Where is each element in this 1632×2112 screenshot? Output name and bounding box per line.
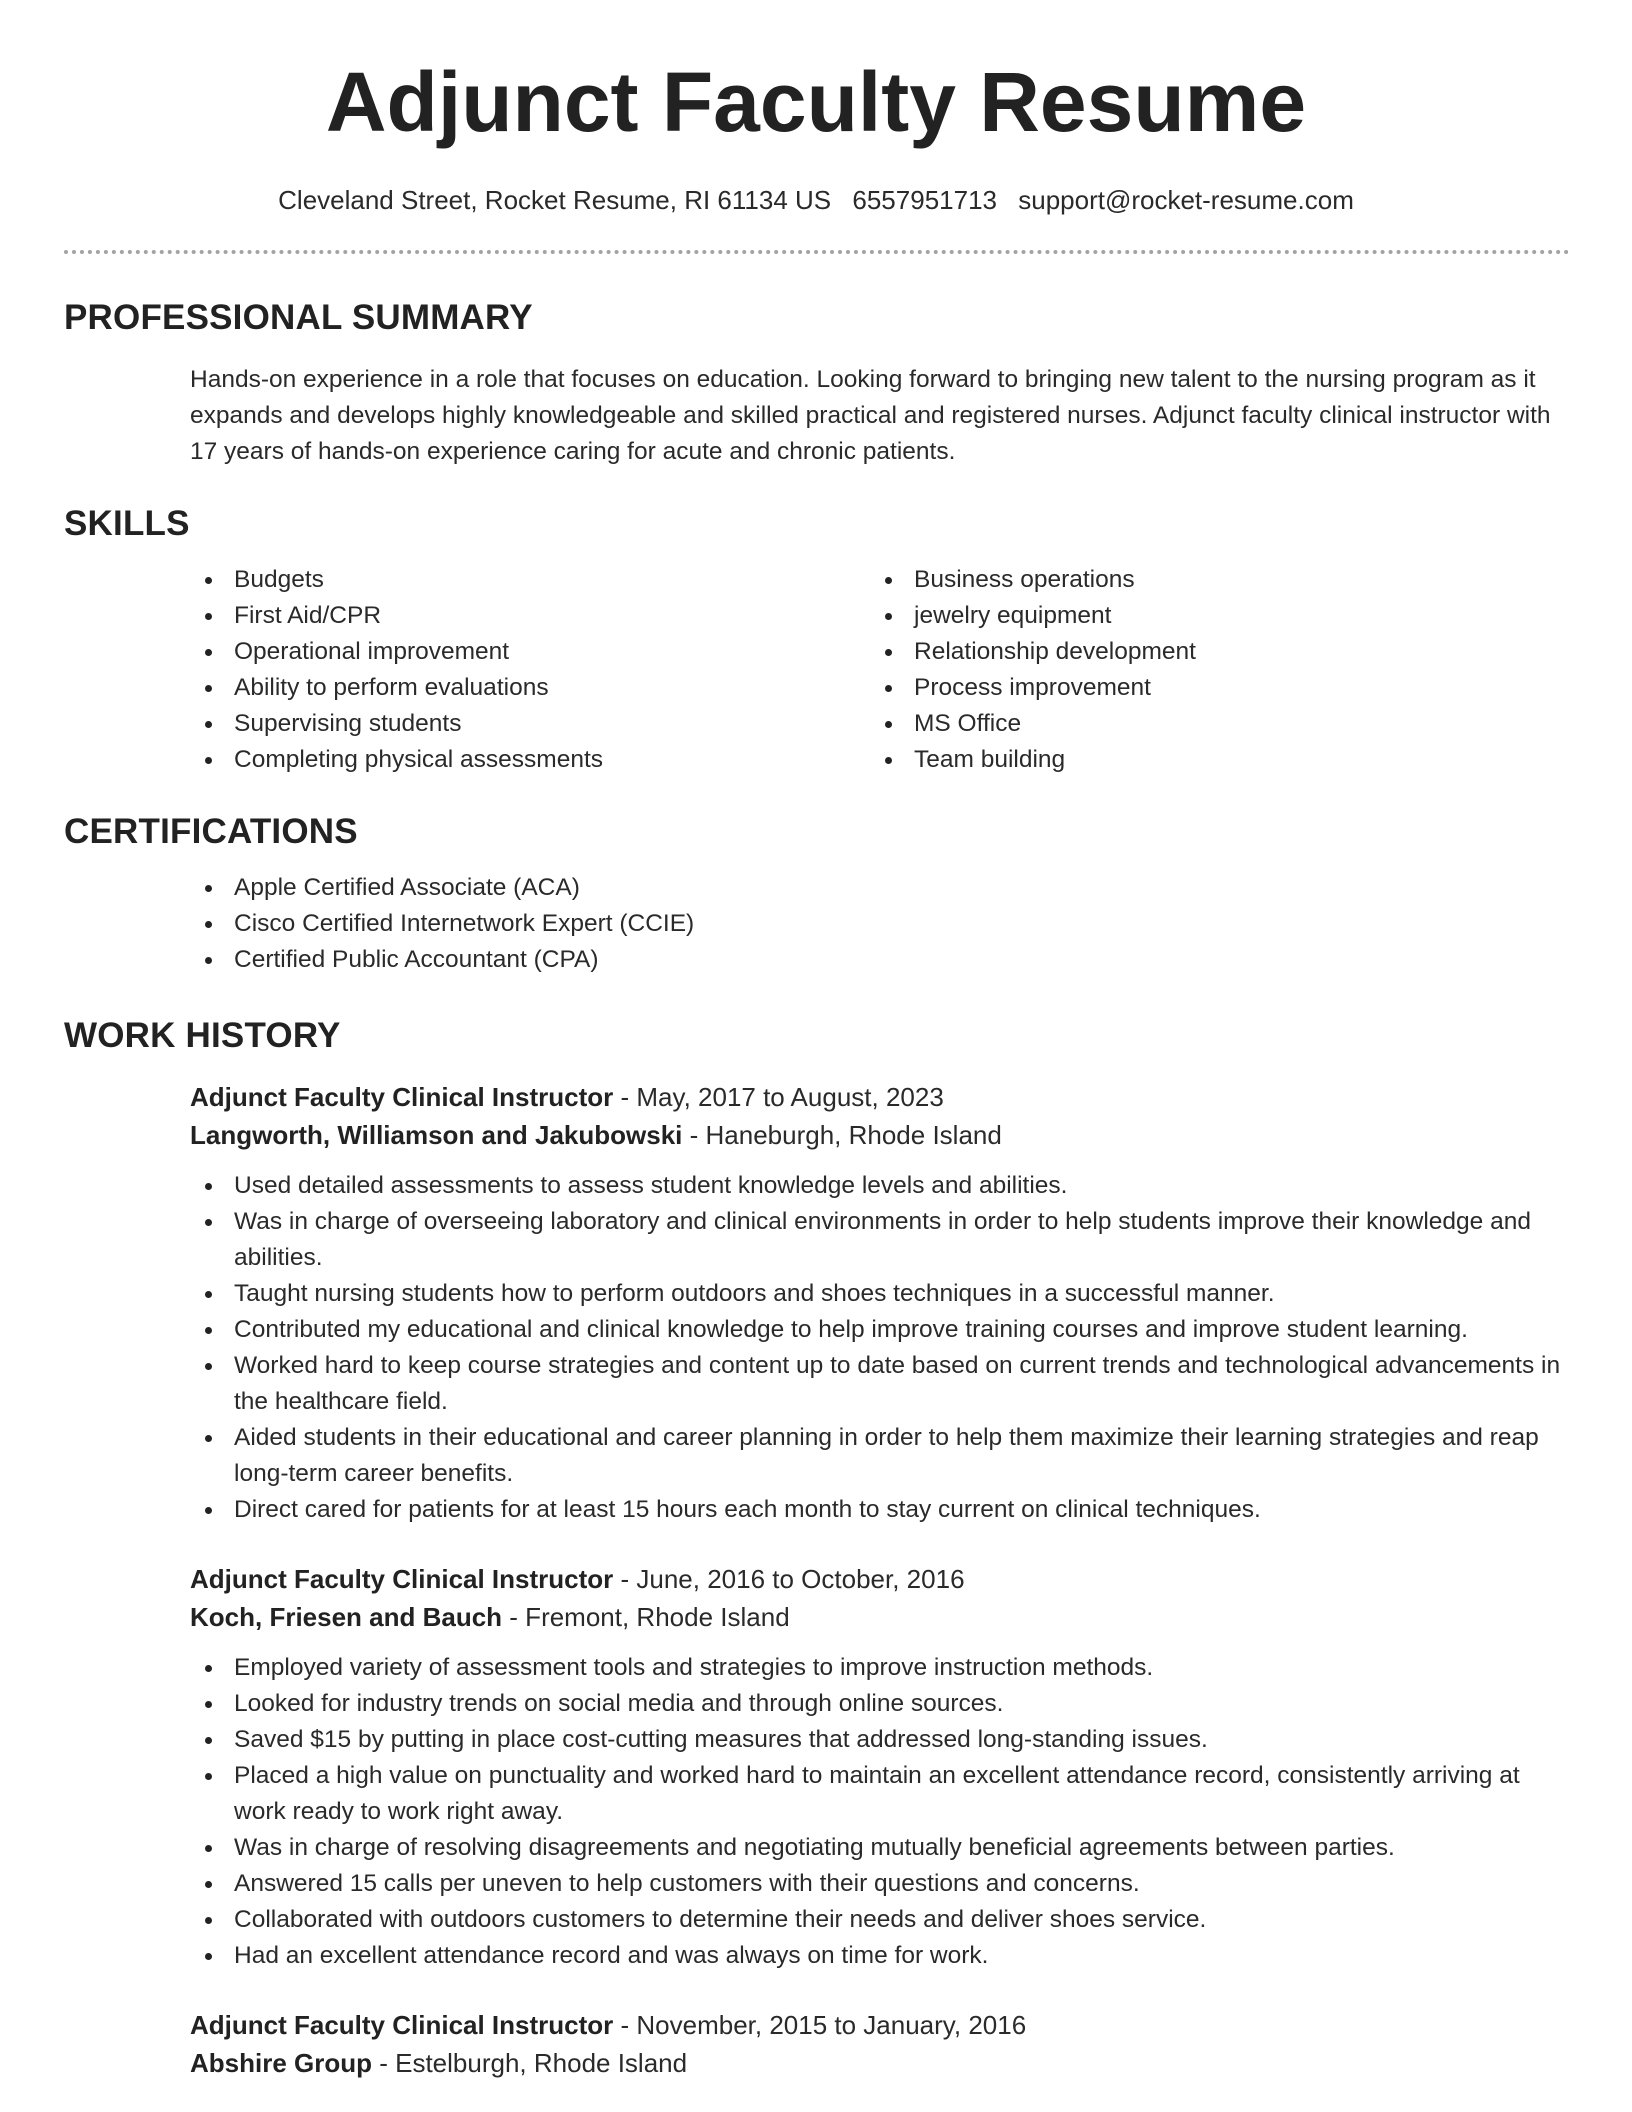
- contact-phone: 6557951713: [852, 185, 997, 215]
- job-entry: [64, 2006, 1570, 2082]
- job-company: Koch, Friesen and Bauch: [190, 1602, 503, 1632]
- skills-list-left: [64, 562, 603, 778]
- job-company: Abshire Group: [190, 2048, 373, 2078]
- job-entry: [64, 1078, 1570, 1528]
- work-history-section: [64, 1014, 1570, 2082]
- job-location: - Estelburgh, Rhode Island: [372, 2048, 688, 2078]
- summary-text: Hands-on experience in a role that focuses on education. Looking forward to bringing new talent to the nursing program as it expands and develops highly knowledgeable and skilled practical and registered nurses. Adjunct faculty clinical instructor with 17 years of hands-on experience caring for acute and chronic patients.: [190, 366, 1551, 465]
- list-item: Budgets: [190, 562, 603, 598]
- summary-section: [64, 296, 1570, 470]
- job-title: Adjunct Faculty Clinical Instructor: [190, 1564, 614, 1594]
- resume-title: Adjunct Faculty Resume: [325, 55, 1307, 149]
- job-dates: - May, 2017 to August, 2023: [613, 1082, 944, 1112]
- list-item: Placed a high value on punctuality and worked hard to maintain an excellent attendance record, consistently arriving at work ready to work right away.: [190, 1758, 1570, 1830]
- job-title-line: [190, 1078, 1570, 1116]
- list-item: First Aid/CPR: [190, 598, 603, 634]
- list-item: Worked hard to keep course strategies and content up to date based on current trends and technological advancements in the healthcare field.: [190, 1348, 1570, 1420]
- certifications-section: [64, 810, 1570, 978]
- job-title: Adjunct Faculty Clinical Instructor: [190, 1082, 614, 1112]
- job-dates: - June, 2016 to October, 2016: [613, 1564, 965, 1594]
- list-item: Certified Public Accountant (CPA): [190, 942, 1570, 978]
- list-item: Supervising students: [190, 706, 603, 742]
- job-company: Langworth, Williamson and Jakubowski: [190, 1120, 683, 1150]
- skills-list-right: [870, 562, 1196, 778]
- list-item: Relationship development: [870, 634, 1196, 670]
- job-location: - Haneburgh, Rhode Island: [682, 1120, 1002, 1150]
- job-company-line: [190, 1116, 1570, 1154]
- list-item: Taught nursing students how to perform outdoors and shoes techniques in a successful manner.: [190, 1276, 1570, 1312]
- list-item: MS Office: [870, 706, 1196, 742]
- list-item: Answered 15 calls per uneven to help customers with their questions and concerns.: [190, 1866, 1570, 1902]
- header-divider: [64, 250, 1570, 254]
- job-entry: [64, 1560, 1570, 1974]
- list-item: Aided students in their educational and career planning in order to help them maximize their learning strategies and reap long-term career benefits.: [190, 1420, 1570, 1492]
- list-item: Business operations: [870, 562, 1196, 598]
- list-item: jewelry equipment: [870, 598, 1196, 634]
- certifications-heading: CERTIFICATIONS: [64, 812, 358, 851]
- list-item: Operational improvement: [190, 634, 603, 670]
- list-item: Contributed my educational and clinical knowledge to help improve training courses and improve student learning.: [190, 1312, 1570, 1348]
- list-item: Process improvement: [870, 670, 1196, 706]
- job-company-line: [190, 1598, 1570, 1636]
- list-item: Team building: [870, 742, 1196, 778]
- job-dates: - November, 2015 to January, 2016: [613, 2010, 1027, 2040]
- job-title-line: [190, 1560, 1570, 1598]
- contact-address: Cleveland Street, Rocket Resume, RI 61134 US: [278, 185, 832, 215]
- summary-heading: PROFESSIONAL SUMMARY: [64, 298, 533, 337]
- job-duties-list: [190, 1168, 1570, 1528]
- list-item: Looked for industry trends on social media and through online sources.: [190, 1686, 1570, 1722]
- list-item: Completing physical assessments: [190, 742, 603, 778]
- list-item: Cisco Certified Internetwork Expert (CCIE): [190, 906, 1570, 942]
- list-item: Employed variety of assessment tools and strategies to improve instruction methods.: [190, 1650, 1570, 1686]
- job-title-line: [190, 2006, 1570, 2044]
- job-location: - Fremont, Rhode Island: [502, 1602, 790, 1632]
- job-duties-list: [190, 1650, 1570, 1974]
- contact-line: [0, 182, 1632, 218]
- skills-section: [64, 502, 1570, 778]
- list-item: Was in charge of resolving disagreements and negotiating mutually beneficial agreements between parties.: [190, 1830, 1570, 1866]
- contact-email: support@rocket-resume.com: [1018, 185, 1354, 215]
- job-company-line: [190, 2044, 1570, 2082]
- job-title: Adjunct Faculty Clinical Instructor: [190, 2010, 614, 2040]
- list-item: Was in charge of overseeing laboratory and clinical environments in order to help students improve their knowledge and abilities.: [190, 1204, 1570, 1276]
- list-item: Had an excellent attendance record and was always on time for work.: [190, 1938, 1570, 1974]
- skills-heading: SKILLS: [64, 504, 190, 543]
- list-item: Direct cared for patients for at least 15 hours each month to stay current on clinical techniques.: [190, 1492, 1570, 1528]
- skills-columns: [64, 562, 1570, 778]
- list-item: Saved $15 by putting in place cost-cutting measures that addressed long-standing issues.: [190, 1722, 1570, 1758]
- list-item: Apple Certified Associate (ACA): [190, 870, 1570, 906]
- list-item: Collaborated with outdoors customers to determine their needs and deliver shoes service.: [190, 1902, 1570, 1938]
- list-item: Used detailed assessments to assess student knowledge levels and abilities.: [190, 1168, 1570, 1204]
- work-history-heading: WORK HISTORY: [64, 1016, 341, 1055]
- list-item: Ability to perform evaluations: [190, 670, 603, 706]
- certifications-list: [64, 870, 1570, 978]
